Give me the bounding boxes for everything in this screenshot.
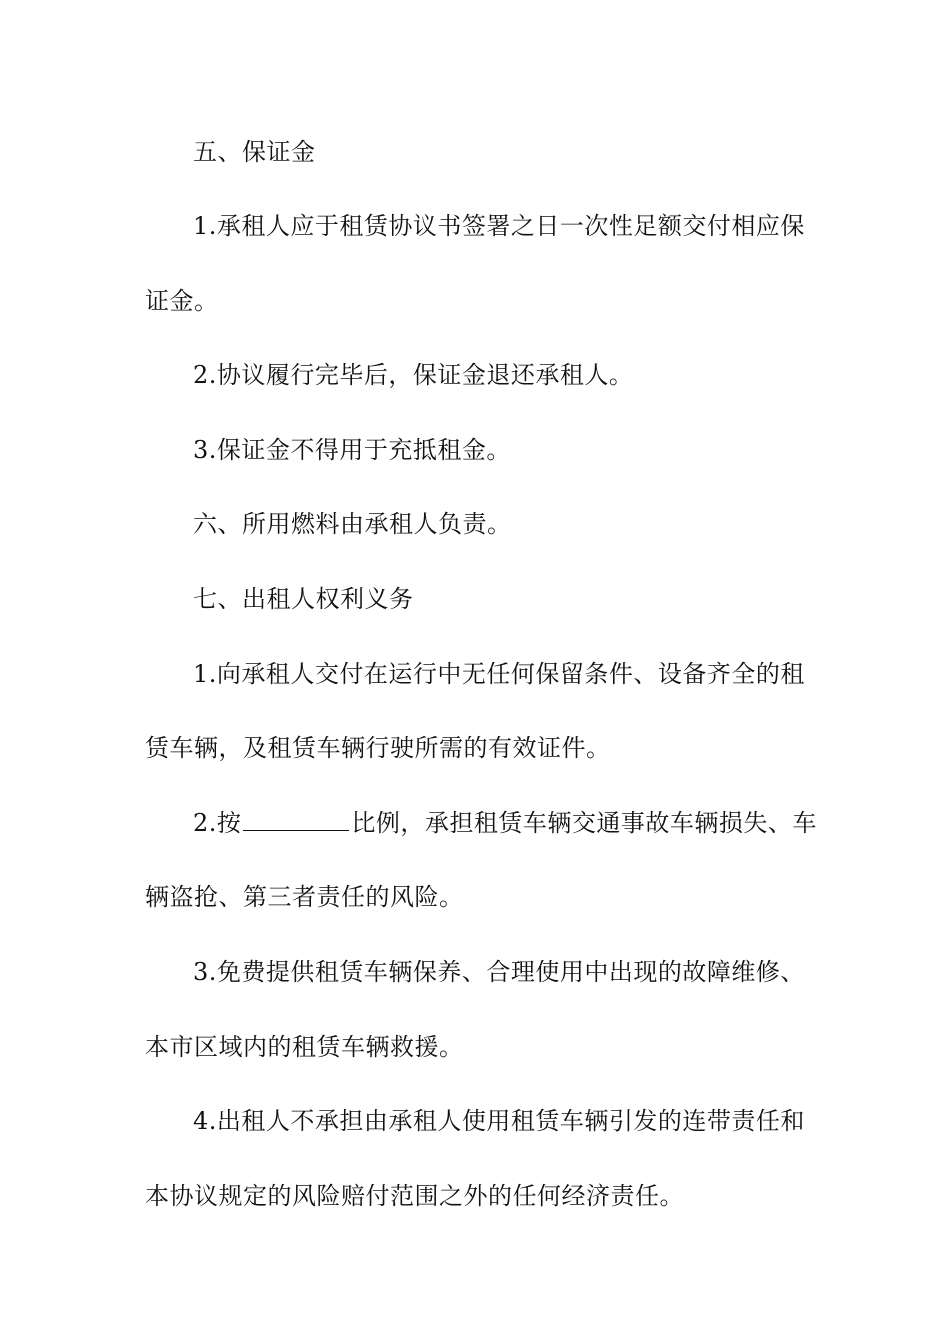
section-7-item-3-line-2: 本市区域内的租赁车辆救援。 (145, 1033, 464, 1061)
section-7-item-1-line-1: 1.向承租人交付在运行中无任何保留条件、设备齐全的租 (193, 660, 805, 688)
section-6-heading: 六、所用燃料由承租人负责。 (193, 510, 512, 538)
section-7-heading: 七、出租人权利义务 (193, 585, 414, 613)
section-7-item-2-line-1 (193, 808, 817, 838)
section-7-item-4-line-2: 本协议规定的风险赔付范围之外的任何经济责任。 (145, 1182, 684, 1210)
section-5-heading: 五、保证金 (193, 138, 316, 166)
section-7-item-3-line-1: 3.免费提供租赁车辆保养、合理使用中出现的故障维修、 (193, 958, 805, 986)
section-5-item-1-line-1: 1.承租人应于租赁协议书签署之日一次性足额交付相应保 (193, 212, 805, 240)
section-5-item-3: 3.保证金不得用于充抵租金。 (193, 436, 511, 464)
section-7-item-2-suffix: 比例，承担租赁车辆交通事故车辆损失、车 (351, 809, 817, 837)
section-7-item-1-line-2: 赁车辆，及租赁车辆行驶所需的有效证件。 (145, 734, 611, 762)
section-7-item-2-prefix: 2.按 (193, 809, 242, 837)
ratio-blank-field (243, 808, 349, 831)
section-5-item-1-line-2: 证金。 (145, 287, 219, 315)
section-7-item-4-line-1: 4.出租人不承担由承租人使用租赁车辆引发的连带责任和 (193, 1107, 805, 1135)
section-7-item-2-line-2: 辆盗抢、第三者责任的风险。 (145, 883, 464, 911)
section-5-item-2: 2.协议履行完毕后，保证金退还承租人。 (193, 361, 634, 389)
